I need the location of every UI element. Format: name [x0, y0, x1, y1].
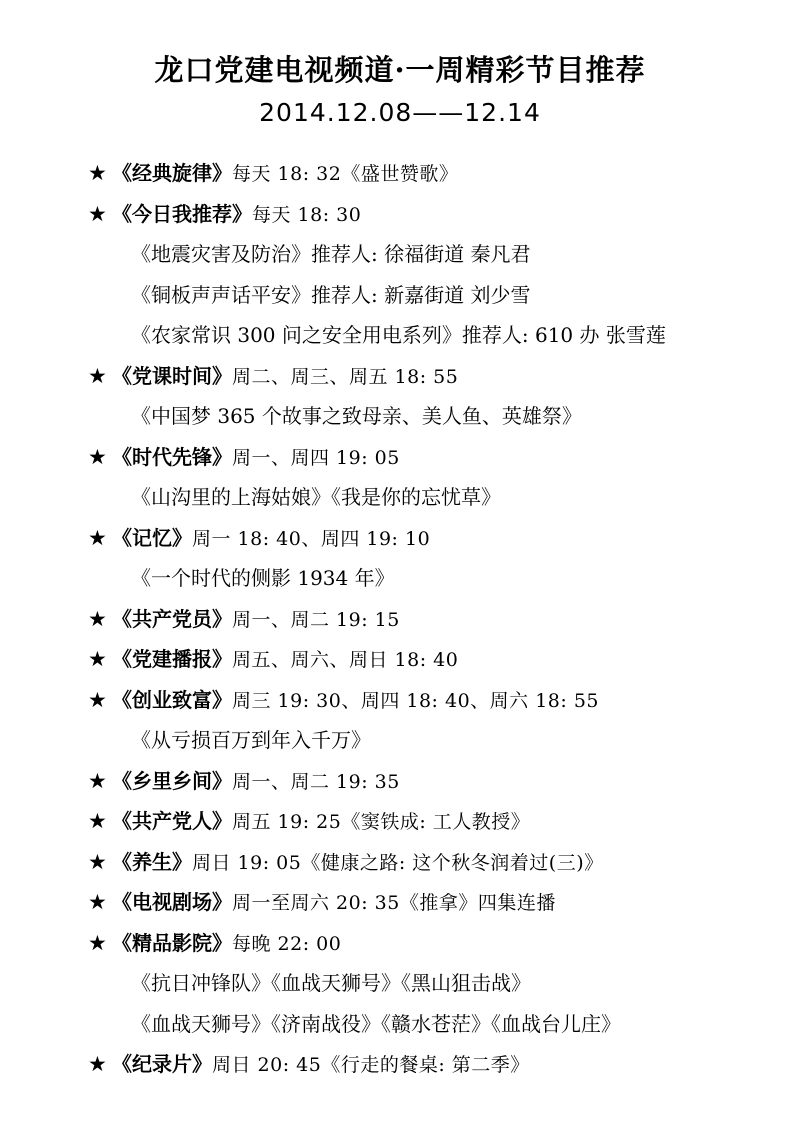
program-name: 《乡里乡间》 [112, 768, 232, 793]
program-item [88, 639, 778, 680]
program-detail: 每天 18: 32《盛世赞歌》 [232, 163, 459, 185]
program-item [88, 153, 778, 194]
star-icon: ★ [88, 768, 107, 793]
program-name: 《养生》 [112, 849, 192, 874]
program-item [88, 356, 778, 397]
program-name: 《创业致富》 [112, 687, 232, 712]
program-name: 《党课时间》 [112, 363, 232, 388]
page-title: 龙口党建电视频道·一周精彩节目推荐 [154, 53, 646, 87]
program-episode: 《铜板声声话平安》推荐人: 新嘉街道 刘少雪 [131, 282, 531, 307]
program-schedule [88, 153, 778, 1085]
program-detail: 周一 18: 40、周四 19: 10 [192, 527, 431, 550]
program-name: 《今日我推荐》 [112, 201, 252, 226]
date-range: 2014.12.08——12.14 [259, 98, 541, 127]
program-item [88, 518, 778, 559]
program-name: 《纪录片》 [112, 1052, 212, 1076]
program-item [88, 923, 778, 964]
star-icon: ★ [88, 647, 107, 671]
program-item [88, 801, 778, 842]
program-name: 《共产党人》 [112, 809, 232, 833]
program-detail: 周五、周六、周日 18: 40 [232, 649, 459, 671]
program-episode: 《山沟里的上海姑娘》《我是你的忘忧草》 [131, 485, 501, 509]
program-episode: 《中国梦 365 个故事之致母亲、美人鱼、英雄祭》 [131, 404, 582, 428]
program-episode: 《血战天狮号》《济南战役》《赣水苍茫》《血战台儿庄》 [131, 1011, 621, 1036]
program-item [88, 1044, 778, 1085]
program-name: 《记忆》 [112, 525, 192, 550]
star-icon: ★ [88, 161, 107, 185]
program-name: 《精品影院》 [112, 930, 232, 955]
program-name: 《经典旋律》 [112, 161, 232, 185]
program-item [88, 842, 778, 883]
star-icon: ★ [88, 890, 107, 914]
program-name: 《党建播报》 [112, 647, 232, 671]
program-name: 《共产党员》 [112, 606, 232, 631]
program-item [88, 194, 778, 235]
program-detail: 周一、周二 19: 15 [232, 608, 400, 631]
program-item [88, 437, 778, 478]
program-item [88, 882, 778, 923]
star-icon: ★ [88, 525, 107, 550]
program-item [88, 599, 778, 640]
star-icon: ★ [88, 201, 107, 226]
star-icon: ★ [88, 363, 107, 388]
program-detail: 周一、周四 19: 05 [232, 446, 400, 469]
star-icon: ★ [88, 606, 107, 631]
program-episode: 《地震灾害及防治》推荐人: 徐福街道 秦凡君 [131, 242, 531, 266]
program-episode: 《农家常识 300 问之安全用电系列》推荐人: 610 办 张雪莲 [131, 323, 666, 347]
star-icon: ★ [88, 930, 107, 955]
program-detail: 周日 20: 45《行走的餐桌: 第二季》 [212, 1054, 530, 1076]
program-detail: 周一、周二 19: 35 [232, 770, 400, 793]
program-episode: 《抗日冲锋队》《血战天狮号》《黑山狙击战》 [131, 971, 531, 995]
program-item [88, 761, 778, 802]
program-detail: 每晚 22: 00 [232, 932, 342, 955]
program-detail: 周二、周三、周五 18: 55 [232, 365, 459, 388]
star-icon: ★ [88, 687, 107, 712]
program-detail: 周五 19: 25《窦铁成: 工人教授》 [232, 811, 531, 833]
star-icon: ★ [88, 849, 107, 874]
program-detail: 周日 19: 05《健康之路: 这个秋冬润着过(三)》 [192, 851, 604, 874]
star-icon: ★ [88, 809, 107, 833]
program-item [88, 680, 778, 721]
star-icon: ★ [88, 1052, 107, 1076]
program-episode: 《从亏损百万到年入千万》 [131, 728, 371, 752]
program-detail: 周一至周六 20: 35《推拿》四集连播 [232, 892, 556, 914]
program-episode: 《一个时代的侧影 1934 年》 [131, 566, 395, 590]
program-detail: 周三 19: 30、周四 18: 40、周六 18: 55 [232, 689, 600, 712]
star-icon: ★ [88, 444, 107, 469]
program-name: 《时代先锋》 [112, 444, 232, 469]
program-name: 《电视剧场》 [112, 890, 232, 914]
program-detail: 每天 18: 30 [252, 203, 362, 226]
